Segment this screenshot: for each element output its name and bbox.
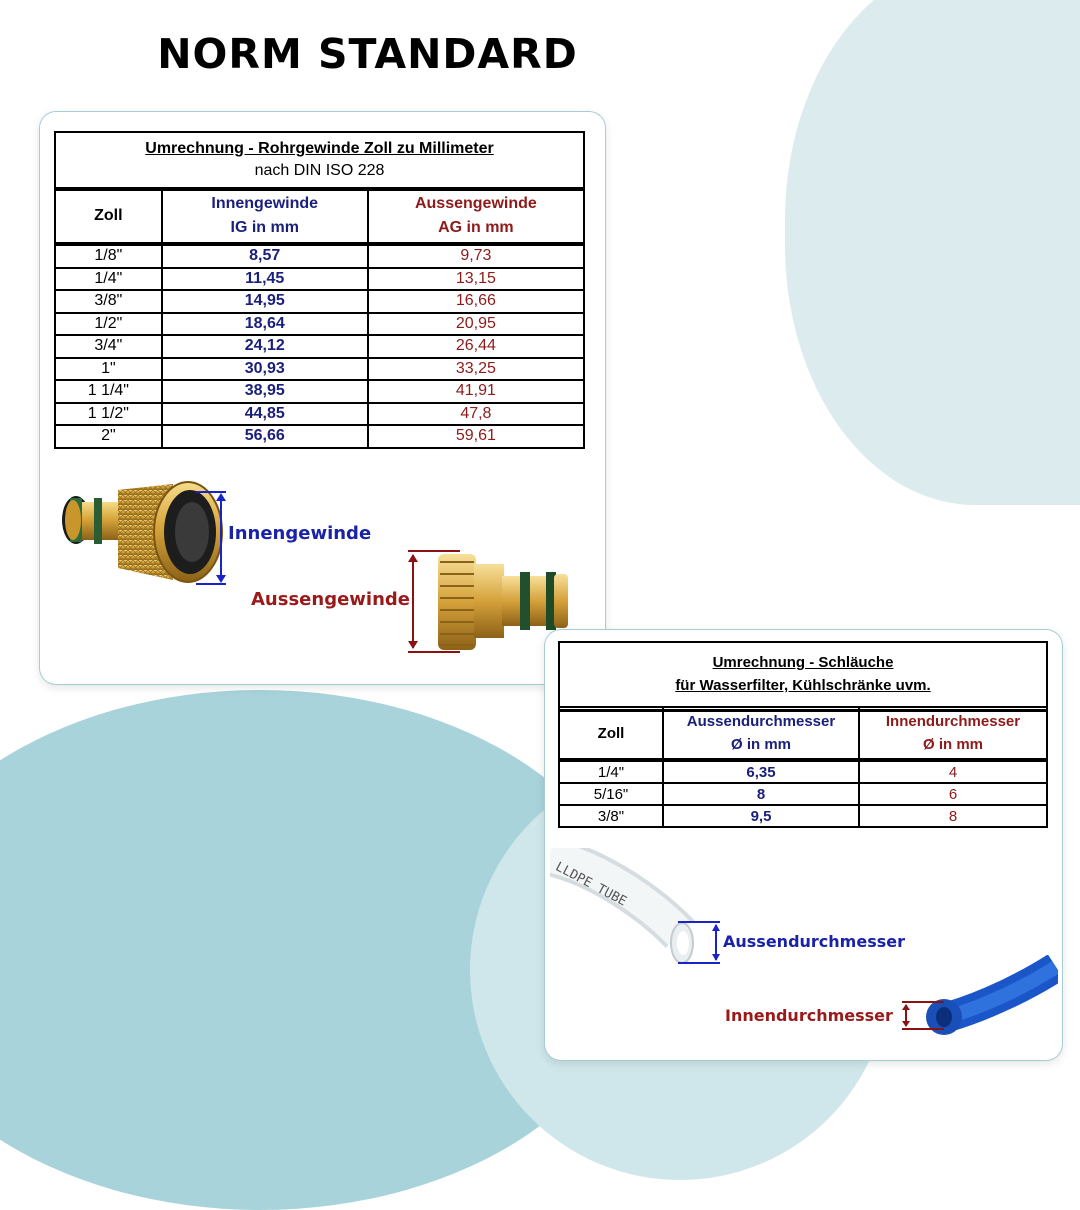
hose-table-subtitle: für Wasserfilter, Kühlschränke uvm. [675, 677, 931, 694]
table-row [55, 244, 584, 268]
cell-ag: 59,61 [368, 425, 584, 448]
hose-table-title: Umrechnung - Schläuche [712, 654, 894, 671]
table-row [55, 380, 584, 403]
table-row [55, 268, 584, 291]
table-row [55, 403, 584, 426]
header-zoll: Zoll [559, 707, 663, 760]
table-row [559, 805, 1047, 827]
cell-zoll: 3/4" [55, 335, 162, 358]
table-row [559, 760, 1047, 783]
header-innendurchmesser [859, 707, 1047, 760]
hose-table-header-row [559, 707, 1047, 760]
cell-ig: 14,95 [162, 290, 368, 313]
cell-zoll: 5/16" [559, 783, 663, 805]
header-aussendurchmesser [663, 707, 859, 760]
cell-aus: 9,5 [663, 805, 859, 827]
header-zoll: Zoll [55, 189, 162, 244]
cell-ig: 44,85 [162, 403, 368, 426]
cell-ig: 18,64 [162, 313, 368, 336]
cell-ig: 38,95 [162, 380, 368, 403]
thread-table-title: Umrechnung - Rohrgewinde Zoll zu Millimeter [145, 140, 494, 157]
header-aus-line1: Aussendurchmesser [686, 713, 836, 730]
hose-table-title-box [558, 641, 1048, 712]
table-row [559, 783, 1047, 805]
thread-table-subtitle: nach DIN ISO 228 [254, 162, 385, 179]
thread-table-title-box [54, 131, 585, 191]
hose-table [558, 706, 1048, 828]
header-aussengewinde [368, 189, 584, 244]
cell-aus: 8 [663, 783, 859, 805]
header-ag-line1: Aussengewinde [414, 195, 537, 212]
cell-zoll: 1 1/2" [55, 403, 162, 426]
cell-ag: 26,44 [368, 335, 584, 358]
cell-inn: 4 [859, 760, 1047, 783]
header-ig-line1: Innengewinde [211, 195, 319, 212]
cell-zoll: 3/8" [559, 805, 663, 827]
table-row [55, 290, 584, 313]
cell-ig: 11,45 [162, 268, 368, 291]
cell-ig: 30,93 [162, 358, 368, 381]
header-aus-line2: Ø in mm [730, 736, 791, 753]
thread-table [54, 188, 585, 449]
table-row [55, 358, 584, 381]
cell-ag: 13,15 [368, 268, 584, 291]
cell-inn: 8 [859, 805, 1047, 827]
cell-ig: 56,66 [162, 425, 368, 448]
cell-zoll: 1/2" [55, 313, 162, 336]
innengewinde-label: Innengewinde [228, 523, 372, 544]
table-row [55, 425, 584, 448]
cell-zoll: 3/8" [55, 290, 162, 313]
cell-ag: 20,95 [368, 313, 584, 336]
innendurchmesser-label: Innendurchmesser [725, 1006, 893, 1025]
innengewinde-dimension-marker [196, 489, 230, 587]
table-row [55, 313, 584, 336]
header-innengewinde [162, 189, 368, 244]
cell-zoll: 1/8" [55, 244, 162, 268]
cell-aus: 6,35 [663, 760, 859, 783]
page-title: NORM STANDARD [157, 30, 578, 78]
header-inn-line1: Innendurchmesser [885, 713, 1021, 730]
aussendurchmesser-label: Aussendurchmesser [723, 932, 905, 951]
cell-ag: 41,91 [368, 380, 584, 403]
cell-ag: 16,66 [368, 290, 584, 313]
cell-ag: 33,25 [368, 358, 584, 381]
background-shape-top-right [785, 0, 1080, 505]
tube-print-text: LLDPE TUBE [552, 859, 629, 910]
thread-table-header-row [55, 189, 584, 244]
cell-ig: 24,12 [162, 335, 368, 358]
blue-tube-image [898, 955, 1058, 1035]
header-ig-line2: IG in mm [230, 219, 299, 236]
header-inn-line2: Ø in mm [922, 736, 983, 753]
white-tube-image [550, 848, 725, 968]
cell-ag: 47,8 [368, 403, 584, 426]
cell-zoll: 1 1/4" [55, 380, 162, 403]
cell-ig: 8,57 [162, 244, 368, 268]
cell-ag: 9,73 [368, 244, 584, 268]
cell-inn: 6 [859, 783, 1047, 805]
header-ag-line2: AG in mm [438, 219, 514, 236]
table-row [55, 335, 584, 358]
aussengewinde-label: Aussengewinde [251, 589, 410, 610]
cell-zoll: 1" [55, 358, 162, 381]
cell-zoll: 1/4" [55, 268, 162, 291]
cell-zoll: 2" [55, 425, 162, 448]
cell-zoll: 1/4" [559, 760, 663, 783]
